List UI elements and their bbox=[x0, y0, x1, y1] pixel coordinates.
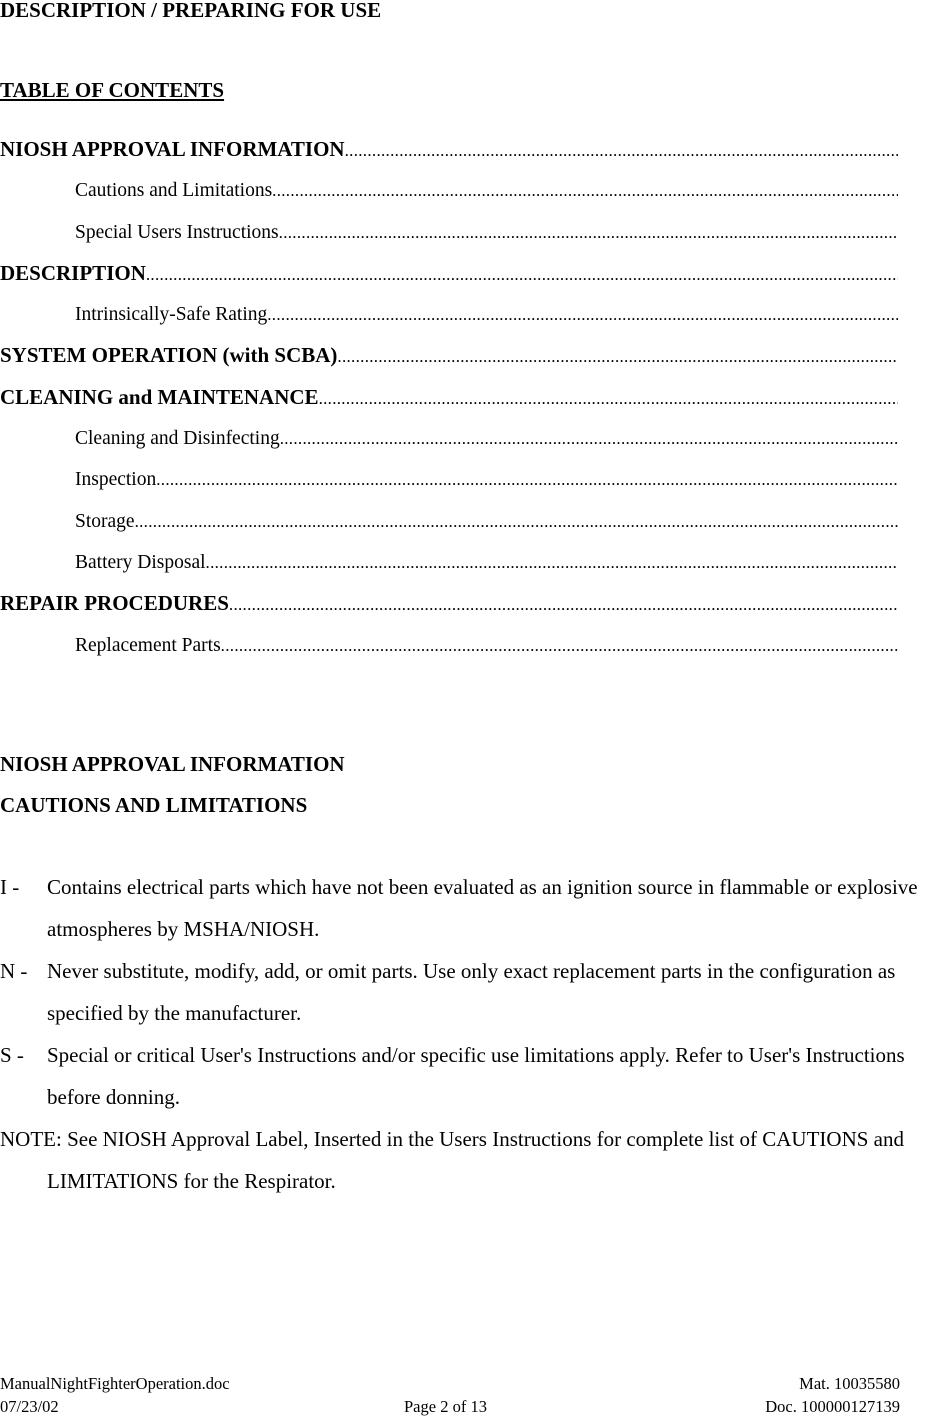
toc-leader-dots bbox=[267, 294, 898, 335]
caution-text: Contains electrical parts which have not been evaluated as an ignition source in flammable or explosive atmospheres by MSHA/NIOSH. bbox=[47, 875, 918, 941]
toc-leader-dots bbox=[156, 459, 898, 500]
toc-entry-label: SYSTEM OPERATION (with SCBA) bbox=[0, 343, 338, 368]
toc-entry bbox=[0, 418, 898, 459]
toc-leader-dots bbox=[229, 584, 898, 625]
section-subheading-cautions: CAUTIONS AND LIMITATIONS bbox=[0, 793, 308, 817]
footer-mat-number: Mat. 10035580 bbox=[799, 1374, 900, 1393]
cautions-list bbox=[0, 866, 940, 1202]
toc-leader-dots bbox=[279, 212, 898, 253]
toc-entry bbox=[0, 501, 898, 542]
toc-entry bbox=[0, 294, 898, 335]
toc-entry-label: Cleaning and Disinfecting bbox=[75, 428, 280, 450]
toc-entry bbox=[0, 625, 898, 666]
caution-item bbox=[0, 866, 940, 950]
toc-entry bbox=[0, 583, 898, 624]
toc-entry-label: Inspection bbox=[75, 469, 157, 491]
page-footer bbox=[0, 1372, 900, 1418]
toc-leader-dots bbox=[280, 418, 898, 459]
toc-entry bbox=[0, 129, 898, 170]
note-paragraph: NOTE: See NIOSH Approval Label, Inserted in the Users Instructions for complete list of CAUTIONS and LIMITATIONS for the Respirator. bbox=[0, 1127, 904, 1193]
footer-page-number: Page 2 of 13 bbox=[404, 1397, 487, 1416]
toc-entry-label: REPAIR PROCEDURES bbox=[0, 591, 229, 616]
toc-entry bbox=[0, 170, 898, 211]
section-heading-niosh: NIOSH APPROVAL INFORMATION bbox=[0, 752, 345, 776]
toc-entry-label: Storage bbox=[75, 510, 135, 532]
toc-entry bbox=[0, 542, 898, 583]
caution-code: S - bbox=[0, 1043, 24, 1067]
caution-item bbox=[0, 1034, 940, 1118]
toc-leader-dots bbox=[146, 254, 898, 295]
toc-entry-label: DESCRIPTION bbox=[0, 260, 146, 285]
toc-entry bbox=[0, 459, 898, 500]
caution-code: N - bbox=[0, 959, 28, 983]
toc-entry bbox=[0, 212, 898, 253]
toc-entry-label: CLEANING and MAINTENANCE bbox=[0, 384, 319, 409]
toc-leader-dots bbox=[345, 130, 898, 171]
toc-entry-label: Replacement Parts bbox=[75, 634, 221, 656]
toc-leader-dots bbox=[319, 378, 898, 419]
page-title: DESCRIPTION / PREPARING FOR USE bbox=[0, 0, 382, 22]
toc-leader-dots bbox=[337, 336, 898, 377]
toc-entry-label: Cautions and Limitations bbox=[75, 180, 273, 202]
toc-entry-label: NIOSH APPROVAL INFORMATION bbox=[0, 137, 345, 161]
toc-entry bbox=[0, 377, 898, 418]
caution-text: Special or critical User's Instructions and/or specific use limitations apply. Refer to User's Instructions before donning. bbox=[47, 1043, 905, 1109]
caution-code: I - bbox=[0, 875, 20, 899]
caution-item bbox=[0, 950, 940, 1034]
caution-text: Never substitute, modify, add, or omit parts. Use only exact replacement parts in the configuration as specified by the manufacturer. bbox=[47, 959, 896, 1025]
table-of-contents bbox=[0, 129, 898, 666]
toc-entry bbox=[0, 335, 898, 376]
toc-entry bbox=[0, 253, 898, 294]
footer-doc-number: Doc. 100000127139 bbox=[765, 1397, 900, 1416]
toc-leader-dots bbox=[221, 625, 898, 666]
toc-leader-dots bbox=[135, 501, 898, 542]
toc-entry-label: Intrinsically-Safe Rating bbox=[75, 304, 268, 326]
toc-entry-label: Special Users Instructions bbox=[75, 221, 279, 243]
footer-filename: ManualNightFighterOperation.doc bbox=[0, 1374, 230, 1393]
footer-date: 07/23/02 bbox=[0, 1397, 59, 1416]
toc-leader-dots bbox=[206, 542, 898, 583]
toc-title: TABLE OF CONTENTS bbox=[0, 78, 225, 102]
toc-entry-label: Battery Disposal bbox=[75, 551, 206, 573]
toc-leader-dots bbox=[272, 170, 898, 211]
